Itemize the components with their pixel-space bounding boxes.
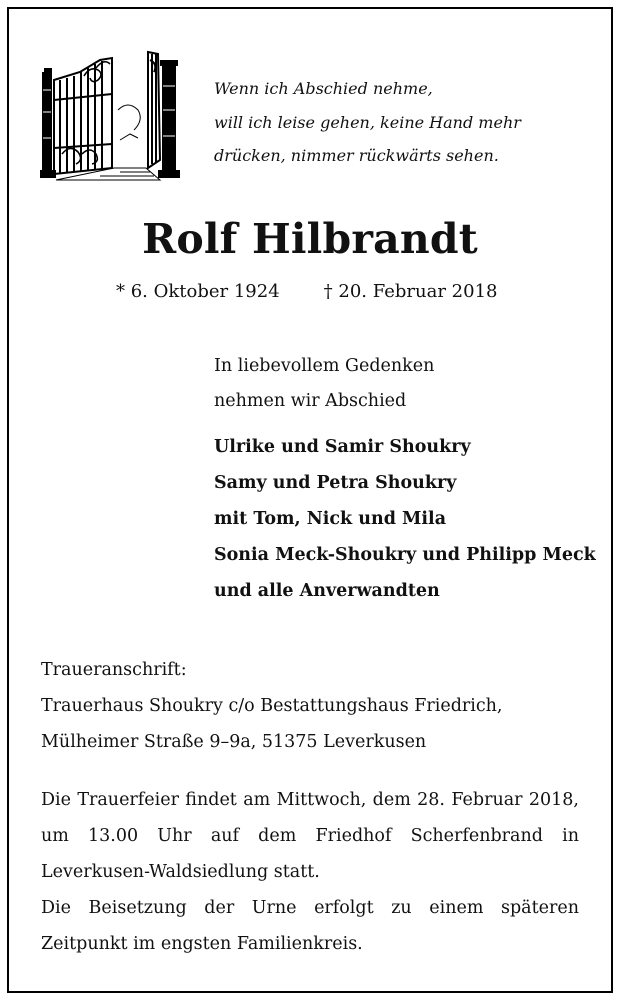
mourning-address bbox=[41, 652, 503, 760]
mourner-line: Sonia Meck-Shoukry und Philipp Meck bbox=[214, 545, 596, 565]
intro-line: In liebevollem Gedenken bbox=[214, 356, 435, 376]
mourner-line: mit Tom, Nick und Mila bbox=[214, 509, 447, 529]
poem-line: will ich leise gehen, keine Hand mehr bbox=[214, 112, 521, 132]
address-line: Trauerhaus Shoukry c/o Bestattungshaus Friedrich, bbox=[41, 696, 503, 716]
funeral-service-text: Die Trauerfeier findet am Mittwoch, dem 28. Februar 2018, um 13.00 Uhr auf dem Friedhof Scherfenbrand in Leverkusen-Waldsiedlung statt. bbox=[41, 790, 579, 882]
farewell-poem bbox=[214, 72, 521, 173]
mourner-line: Samy und Petra Shoukry bbox=[214, 473, 457, 493]
mourners-list bbox=[214, 429, 596, 609]
poem-line: Wenn ich Abschied nehme, bbox=[214, 79, 433, 98]
mourner-line: und alle Anverwandten bbox=[214, 581, 440, 601]
open-gate-illustration bbox=[40, 50, 182, 182]
life-dates bbox=[116, 281, 497, 302]
intro-line: nehmen wir Abschied bbox=[214, 391, 407, 411]
ceremony-info bbox=[41, 782, 579, 962]
memorial-intro bbox=[214, 349, 434, 419]
mourner-line: Ulrike und Samir Shoukry bbox=[214, 437, 471, 457]
address-label: Traueranschrift: bbox=[41, 660, 187, 680]
poem-line: drücken, nimmer rückwärts sehen. bbox=[214, 146, 499, 165]
deceased-name: Rolf Hilbrandt bbox=[142, 215, 478, 263]
birth-date: * 6. Oktober 1924 bbox=[116, 281, 280, 302]
urn-burial-text: Die Beisetzung der Urne erfolgt zu einem späteren Zeitpunkt im engsten Familienkreis. bbox=[41, 898, 579, 954]
address-line: Mülheimer Straße 9–9a, 51375 Leverkusen bbox=[41, 732, 427, 752]
death-date: † 20. Februar 2018 bbox=[323, 281, 498, 302]
